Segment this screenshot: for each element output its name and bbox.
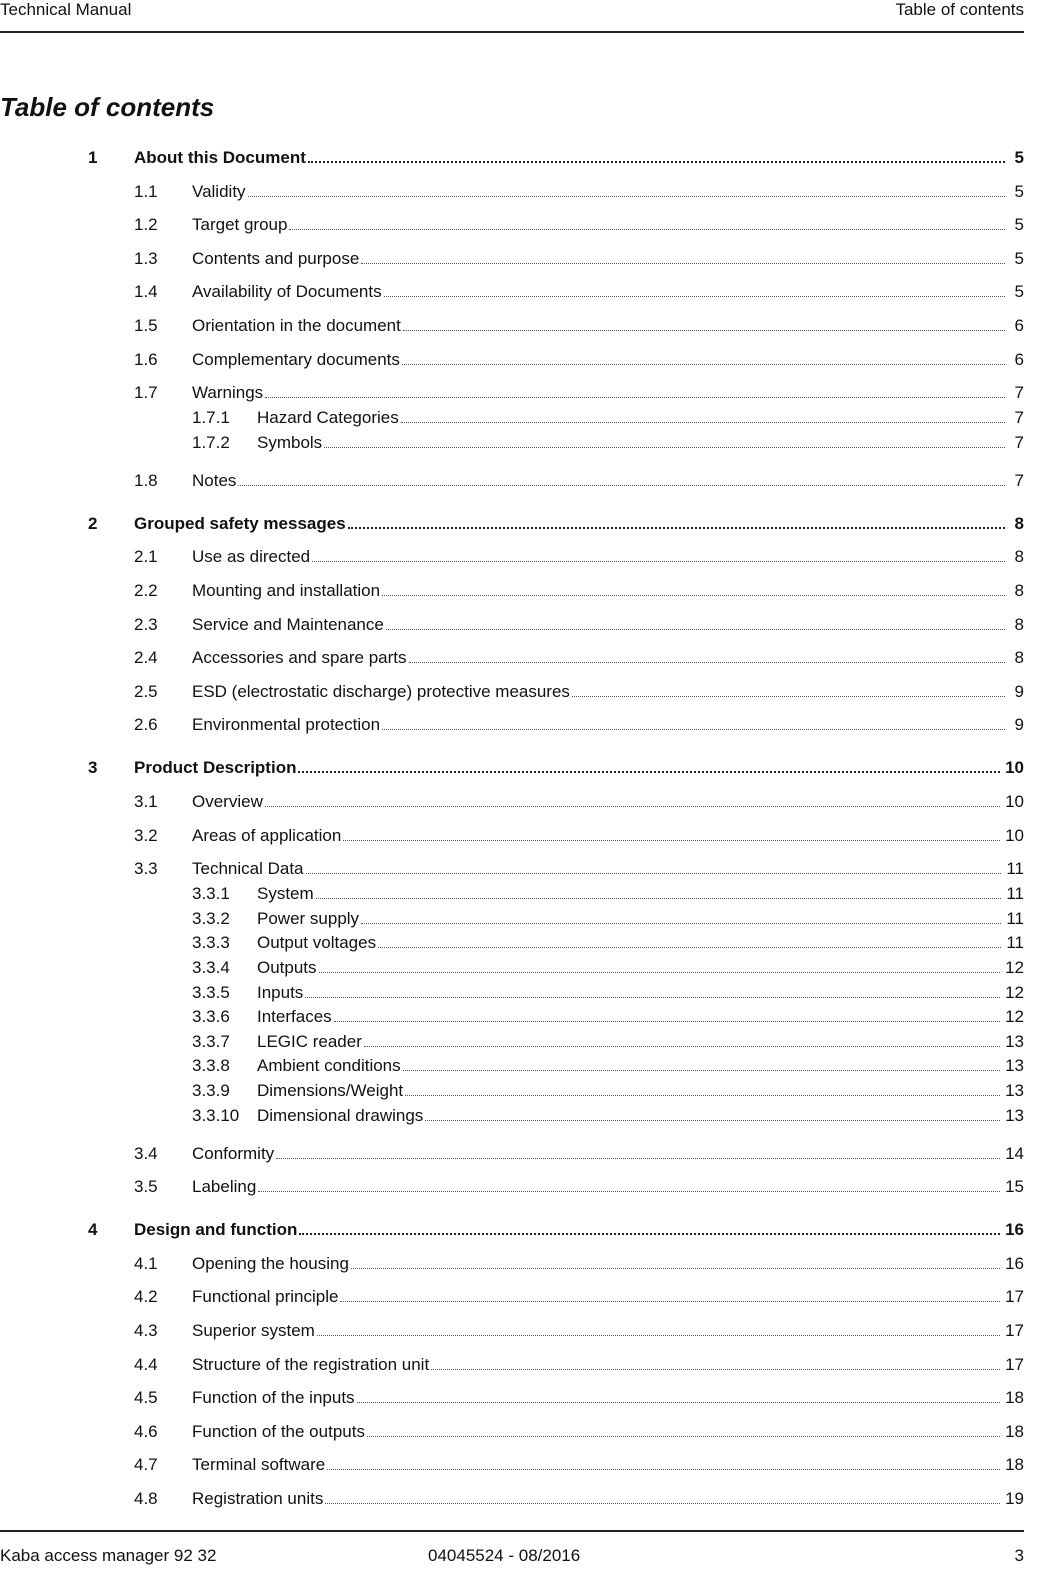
toc-entry-number: 4.8: [134, 1489, 158, 1508]
toc-entry-number: 1.2: [134, 215, 158, 235]
toc-entry-number: 1.7.2: [192, 432, 230, 452]
toc-entry-title: Validity: [192, 181, 246, 201]
toc-entry[interactable]: [0, 248, 1024, 270]
toc-entry-link[interactable]: [192, 1421, 1024, 1443]
toc-dot-leader: [361, 262, 1005, 264]
toc-entry[interactable]: [0, 513, 1024, 535]
toc-entry-page: 5: [1014, 181, 1024, 201]
toc-entry-page: 19: [1005, 1489, 1024, 1508]
toc-entry-link[interactable]: [192, 1454, 1024, 1476]
toc-entry[interactable]: [0, 681, 1024, 703]
toc-dot-leader: [319, 971, 1001, 973]
toc-entry-title: Availability of Documents: [192, 282, 382, 302]
toc-entry-page: 5: [1014, 282, 1024, 302]
toc-entry-link[interactable]: [257, 957, 1024, 979]
toc-dot-leader: [316, 897, 1002, 899]
toc-dot-leader: [317, 1334, 1000, 1336]
toc-entry[interactable]: [0, 1253, 1024, 1275]
toc-entry-number: 2.4: [134, 648, 158, 668]
toc-entry-title: Symbols: [257, 432, 323, 452]
toc-entry-link[interactable]: [192, 1286, 1024, 1308]
toc-dot-leader: [384, 295, 1005, 297]
toc-entry-page: 11: [1006, 933, 1024, 953]
toc-entry-number: 4.1: [134, 1253, 158, 1273]
toc-entry-title: Warnings: [192, 383, 264, 403]
toc-dot-leader: [367, 1435, 1000, 1437]
toc-entry-page: 16: [1005, 1220, 1024, 1240]
toc-entry-page: 7: [1014, 432, 1024, 452]
toc-entry[interactable]: [0, 546, 1024, 568]
toc-entry-link[interactable]: [192, 681, 1024, 703]
page-title: Table of contents: [0, 92, 215, 122]
toc-entry-page: 18: [1005, 1455, 1024, 1475]
toc-entry-link[interactable]: [134, 513, 1024, 535]
toc-entry[interactable]: [0, 1080, 1024, 1102]
toc-entry-page: 8: [1014, 581, 1024, 600]
toc-entry-link[interactable]: [192, 580, 1024, 602]
toc-dot-leader: [351, 1267, 1000, 1269]
toc-entry[interactable]: [0, 382, 1024, 404]
toc-dot-leader: [378, 946, 1001, 948]
toc-dot-leader: [265, 396, 1005, 398]
toc-entry-title: Hazard Categories: [257, 408, 399, 428]
toc-dot-leader: [248, 195, 1005, 197]
toc-entry[interactable]: [0, 825, 1024, 847]
toc-dot-leader: [382, 594, 1005, 596]
toc-dot-leader: [327, 1468, 1000, 1470]
toc-entry-title: LEGIC reader: [257, 1031, 362, 1051]
toc-entry-number: 1.1: [134, 181, 158, 201]
toc-entry-title: Dimensional drawings: [257, 1105, 424, 1125]
toc-entry-link[interactable]: [192, 791, 1024, 813]
toc-entry-page: 7: [1014, 408, 1024, 428]
toc-entry-link[interactable]: [192, 825, 1024, 847]
toc-entry[interactable]: [0, 181, 1024, 203]
toc-dot-leader: [364, 1045, 1000, 1047]
toc-entry-number: 3.3.8: [192, 1056, 230, 1076]
toc-entry-page: 12: [1005, 1007, 1024, 1027]
toc-entry-page: 11: [1006, 908, 1024, 928]
toc-entry-title: Dimensions/Weight: [257, 1081, 404, 1100]
toc-entry[interactable]: [0, 580, 1024, 602]
toc-entry-number: 1.5: [134, 316, 158, 335]
toc-entry-link[interactable]: [257, 407, 1024, 429]
toc-entry-link[interactable]: [192, 546, 1024, 568]
toc-entry-page: 10: [1005, 825, 1024, 845]
toc-entry-title: Interfaces: [257, 1007, 332, 1027]
toc-dot-leader: [386, 628, 1005, 630]
toc-entry-link[interactable]: [257, 432, 1024, 454]
toc-entry[interactable]: [0, 883, 1024, 905]
toc-entry-number: 4.6: [134, 1421, 158, 1441]
toc-entry-page: 14: [1005, 1143, 1024, 1163]
toc-entry[interactable]: [0, 1354, 1024, 1376]
toc-dot-leader: [324, 446, 1005, 448]
toc-dot-leader: [401, 421, 1005, 423]
toc-dot-leader: [312, 560, 1005, 562]
toc-entry-page: 13: [1005, 1056, 1024, 1076]
footer-page-number: 3: [1014, 1546, 1024, 1565]
toc-entry-link[interactable]: [192, 1176, 1024, 1198]
toc-entry[interactable]: [0, 791, 1024, 813]
toc-entry-number: 3.3.10: [192, 1105, 240, 1125]
toc-entry-number: 3.3.1: [192, 884, 230, 904]
toc-entry-title: Grouped safety messages: [134, 513, 346, 533]
toc-entry-page: 7: [1014, 383, 1024, 403]
toc-dot-leader: [308, 160, 1005, 163]
toc-entry-link[interactable]: [192, 315, 1024, 337]
header-document-type: Technical Manual: [0, 0, 132, 19]
toc-entry[interactable]: [0, 1055, 1024, 1077]
toc-entry-number: 3.4: [134, 1143, 158, 1163]
toc-entry-page: 17: [1005, 1287, 1024, 1307]
toc-entry-link[interactable]: [192, 1488, 1024, 1510]
toc-entry[interactable]: [0, 957, 1024, 979]
toc-entry-number: 4.3: [134, 1321, 158, 1340]
toc-entry-number: 2: [88, 513, 98, 533]
toc-entry-title: Contents and purpose: [192, 248, 360, 268]
toc-entry-title: Registration units: [192, 1489, 324, 1508]
toc-entry-page: 13: [1005, 1081, 1024, 1100]
toc-entry-link[interactable]: [192, 349, 1024, 371]
toc-entry-title: Conformity: [192, 1143, 275, 1163]
toc-entry-title: Ambient conditions: [257, 1056, 401, 1076]
page-footer: [0, 1530, 1024, 1572]
toc-dot-leader: [572, 695, 1005, 697]
toc-dot-leader: [403, 329, 1005, 331]
toc-entry-link[interactable]: [192, 281, 1024, 303]
toc-entry-title: Notes: [192, 470, 237, 490]
toc-entry-page: 11: [1006, 859, 1024, 879]
toc-dot-leader: [431, 1368, 1000, 1370]
toc-entry-page: 9: [1014, 681, 1024, 701]
toc-entry-page: 17: [1005, 1354, 1024, 1374]
toc-entry-number: 3.3.5: [192, 982, 230, 1002]
toc-entry-title: Opening the housing: [192, 1253, 349, 1273]
toc-entry[interactable]: [0, 1143, 1024, 1165]
toc-entry-title: Technical Data: [192, 859, 304, 879]
toc-entry-page: 6: [1014, 316, 1024, 335]
toc-entry[interactable]: [0, 932, 1024, 954]
toc-entry-number: 4.4: [134, 1354, 158, 1374]
toc-entry-title: Environmental protection: [192, 715, 381, 735]
toc-entry[interactable]: [0, 1176, 1024, 1198]
toc-entry-page: 5: [1014, 248, 1024, 268]
toc-entry-page: 13: [1005, 1105, 1024, 1125]
toc-entry-link[interactable]: [192, 1387, 1024, 1409]
toc-entry-number: 2.1: [134, 547, 158, 567]
toc-entry-title: Areas of application: [192, 825, 342, 845]
toc-entry-link[interactable]: [192, 614, 1024, 636]
toc-entry-number: 3.3.6: [192, 1007, 230, 1027]
toc-entry-title: Structure of the registration unit: [192, 1354, 430, 1374]
toc-entry-page: 10: [1005, 758, 1024, 778]
toc-entry-page: 6: [1014, 349, 1024, 369]
toc-entry-title: Functional principle: [192, 1287, 339, 1307]
toc-dot-leader: [299, 1232, 1000, 1235]
toc-entry-title: Superior system: [192, 1321, 315, 1340]
toc-entry-number: 2.3: [134, 614, 158, 634]
toc-entry-title: Overview: [192, 792, 263, 811]
toc-entry-link[interactable]: [257, 1105, 1024, 1127]
toc-entry-number: 4.2: [134, 1287, 158, 1307]
toc-entry-link[interactable]: [134, 1219, 1024, 1241]
toc-entry-number: 3.2: [134, 825, 158, 845]
toc-entry-title: Complementary documents: [192, 349, 400, 369]
toc-dot-leader: [348, 526, 1005, 529]
toc-dot-leader: [402, 363, 1005, 365]
toc-dot-leader: [405, 1094, 1000, 1096]
toc-entry[interactable]: [0, 1105, 1024, 1127]
toc-entry[interactable]: [0, 858, 1024, 880]
toc-entry-title: About this Document: [134, 148, 306, 167]
toc-dot-leader: [403, 1069, 1000, 1071]
toc-dot-leader: [276, 1157, 1000, 1159]
toc-entry-number: 1.4: [134, 282, 158, 302]
toc-dot-leader: [425, 1119, 1000, 1121]
toc-entry-number: 1: [88, 148, 98, 167]
toc-entry-page: 7: [1014, 470, 1024, 490]
page-header: [0, 0, 1024, 33]
toc-entry-title: System: [257, 884, 314, 904]
toc-entry-number: 3.3.7: [192, 1031, 230, 1051]
toc-entry-page: 10: [1005, 792, 1024, 811]
toc-entry-page: 11: [1006, 884, 1024, 904]
toc-entry-link[interactable]: [257, 1080, 1024, 1102]
toc-entry-number: 2.2: [134, 581, 158, 600]
toc-entry-title: Design and function: [134, 1220, 298, 1240]
toc-entry[interactable]: [0, 470, 1024, 492]
toc-entry[interactable]: [0, 1387, 1024, 1409]
toc-entry-title: Function of the inputs: [192, 1388, 355, 1408]
toc-entry[interactable]: [0, 982, 1024, 1004]
toc-entry[interactable]: [0, 908, 1024, 930]
toc-entry-title: Inputs: [257, 982, 304, 1002]
footer-product-name: Kaba access manager 92 32: [0, 1546, 217, 1565]
toc-entry[interactable]: [0, 614, 1024, 636]
toc-dot-leader: [265, 805, 1000, 807]
toc-entry-title: Mounting and installation: [192, 581, 381, 600]
toc-entry-link[interactable]: [257, 883, 1024, 905]
toc-entry-number: 1.3: [134, 248, 158, 268]
toc-entry-link[interactable]: [192, 714, 1024, 736]
toc-entry-number: 3.3.4: [192, 958, 230, 977]
toc-entry-title: Labeling: [192, 1177, 257, 1197]
toc-entry[interactable]: [0, 1219, 1024, 1241]
toc-entry-title: Orientation in the document: [192, 316, 401, 335]
toc-entry-link[interactable]: [192, 248, 1024, 270]
toc-entry-title: Product Description: [134, 758, 297, 778]
toc-entry[interactable]: [0, 1421, 1024, 1443]
toc-entry[interactable]: [0, 1320, 1024, 1342]
toc-entry-page: 9: [1014, 715, 1024, 735]
toc-entry-title: Service and Maintenance: [192, 614, 384, 634]
toc-entry[interactable]: [0, 1006, 1024, 1028]
toc-dot-leader: [258, 1190, 1000, 1192]
toc-entry[interactable]: [0, 647, 1024, 669]
toc-entry-link[interactable]: [192, 858, 1024, 880]
toc-entry-link[interactable]: [192, 470, 1024, 492]
toc-entry-number: 3.1: [134, 792, 158, 811]
toc-entry-number: 3.3.3: [192, 933, 230, 953]
toc-dot-leader: [298, 770, 1000, 773]
toc-dot-leader: [340, 1300, 1000, 1302]
toc-entry[interactable]: [0, 1031, 1024, 1053]
toc-entry-page: 5: [1014, 215, 1024, 235]
toc-entry-page: 15: [1005, 1177, 1024, 1197]
toc-dot-leader: [357, 1401, 1001, 1403]
toc-entry-link[interactable]: [192, 181, 1024, 203]
toc-entry-number: 3.5: [134, 1177, 158, 1197]
toc-entry-number: 4: [88, 1220, 98, 1240]
toc-dot-leader: [334, 1020, 1000, 1022]
toc-entry-number: 4.5: [134, 1388, 158, 1408]
toc-entry-link[interactable]: [192, 647, 1024, 669]
toc-entry[interactable]: [0, 281, 1024, 303]
toc-entry-title: Target group: [192, 215, 288, 235]
toc-entry[interactable]: [0, 1454, 1024, 1476]
toc-entry-page: 5: [1014, 148, 1024, 167]
toc-entry-link[interactable]: [134, 757, 1024, 779]
footer-document-number: 04045524 - 08/2016: [428, 1546, 581, 1565]
toc-dot-leader: [382, 728, 1005, 730]
toc-entry-link[interactable]: [257, 1006, 1024, 1028]
toc-entry-page: 18: [1005, 1421, 1024, 1441]
toc-entry-page: 8: [1014, 547, 1024, 567]
toc-entry[interactable]: [0, 315, 1024, 337]
toc-entry-link[interactable]: [192, 382, 1024, 404]
toc-entry-link[interactable]: [257, 932, 1024, 954]
toc-entry[interactable]: [0, 349, 1024, 371]
toc-entry-link[interactable]: [192, 1354, 1024, 1376]
toc-entry[interactable]: [0, 714, 1024, 736]
toc-entry-page: 12: [1005, 958, 1024, 977]
toc-entry[interactable]: [0, 214, 1024, 236]
toc-entry-link[interactable]: [192, 214, 1024, 236]
toc-entry-page: 8: [1014, 513, 1024, 533]
toc-entry-number: 2.5: [134, 681, 158, 701]
toc-entry-number: 3.3.9: [192, 1081, 230, 1100]
toc-entry-link[interactable]: [192, 1143, 1024, 1165]
toc-entry-page: 16: [1005, 1253, 1024, 1273]
toc-dot-leader: [409, 661, 1006, 663]
toc-entry[interactable]: [0, 757, 1024, 779]
toc-entry-link[interactable]: [257, 1055, 1024, 1077]
toc-entry-link[interactable]: [192, 1320, 1024, 1342]
toc-entry-page: 12: [1005, 982, 1024, 1002]
toc-entry-link[interactable]: [257, 908, 1024, 930]
toc-dot-leader: [343, 839, 1000, 841]
toc-dot-leader: [238, 484, 1005, 486]
toc-entry-page: 17: [1005, 1321, 1024, 1340]
toc-dot-leader: [306, 872, 1002, 874]
toc-dot-leader: [361, 922, 1001, 924]
toc-entry-number: 1.6: [134, 349, 158, 369]
toc-entry-number: 3.3.2: [192, 908, 230, 928]
toc-entry[interactable]: [0, 407, 1024, 429]
toc-entry-number: 3: [88, 758, 98, 778]
toc-entry-number: 3.3: [134, 859, 158, 879]
toc-entry-page: 13: [1005, 1031, 1024, 1051]
toc-entry-number: 1.7.1: [192, 408, 230, 428]
toc-dot-leader: [325, 1502, 1000, 1504]
toc-entry-number: 1.8: [134, 470, 158, 490]
toc-entry-link[interactable]: [192, 1253, 1024, 1275]
toc-entry-number: 2.6: [134, 715, 158, 735]
toc-entry-title: Accessories and spare parts: [192, 648, 407, 668]
toc-entry[interactable]: [0, 147, 1024, 169]
toc-dot-leader: [289, 228, 1005, 230]
toc-entry-title: ESD (electrostatic discharge) protective measures: [192, 681, 570, 701]
toc-entry-title: Power supply: [257, 908, 360, 928]
toc-entry-title: Terminal software: [192, 1455, 326, 1475]
toc-entry-title: Function of the outputs: [192, 1421, 365, 1441]
toc-entry-link[interactable]: [257, 1031, 1024, 1053]
header-section-title: Table of contents: [895, 0, 1024, 19]
toc-entry-link[interactable]: [257, 982, 1024, 1004]
toc-dot-leader: [305, 996, 1000, 998]
toc-entry-number: 1.7: [134, 383, 158, 403]
toc-entry-title: Output voltages: [257, 933, 377, 953]
toc-entry-title: Outputs: [257, 958, 317, 977]
toc-entry-page: 8: [1014, 648, 1024, 668]
toc-entry-page: 8: [1014, 614, 1024, 634]
toc-entry-link[interactable]: [134, 147, 1024, 169]
toc-entry-title: Use as directed: [192, 547, 311, 567]
toc-entry-page: 18: [1005, 1388, 1024, 1408]
toc-entry[interactable]: [0, 1286, 1024, 1308]
toc-entry[interactable]: [0, 1488, 1024, 1510]
toc-entry[interactable]: [0, 432, 1024, 454]
toc-entry-number: 4.7: [134, 1455, 158, 1475]
